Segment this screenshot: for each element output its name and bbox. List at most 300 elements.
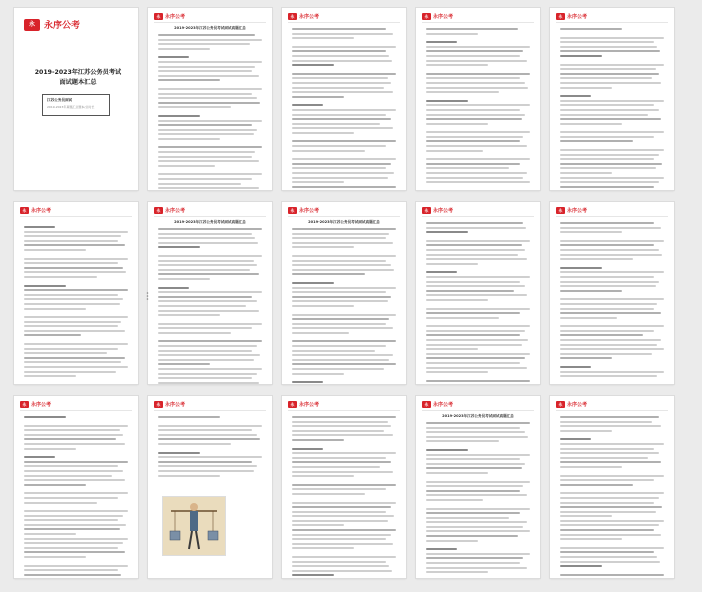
text-line	[292, 50, 386, 52]
text-line	[560, 271, 664, 273]
text-line	[292, 242, 393, 244]
text-line	[24, 569, 118, 571]
text-line	[158, 416, 220, 418]
text-line	[158, 452, 200, 454]
header-rule	[556, 22, 668, 23]
text-line	[426, 339, 528, 341]
text-line	[560, 357, 612, 359]
text-line	[158, 429, 252, 431]
text-line	[158, 102, 260, 104]
text-line	[560, 290, 622, 292]
text-line	[560, 443, 664, 445]
text-line	[24, 502, 97, 504]
text-line	[158, 470, 254, 472]
text-line	[292, 73, 396, 75]
text-line	[560, 131, 664, 133]
text-line	[560, 457, 648, 459]
text-line	[560, 547, 664, 549]
brand-logo	[288, 401, 319, 408]
brand-logo-icon: 永	[20, 207, 29, 214]
text-line	[24, 492, 128, 494]
text-line	[24, 303, 120, 305]
text-line	[292, 561, 386, 563]
text-line	[560, 298, 664, 300]
page-thumbnail[interactable]	[282, 396, 406, 578]
text-line	[292, 172, 394, 174]
text-line	[426, 562, 520, 564]
text-line	[24, 438, 116, 440]
text-line	[158, 368, 262, 370]
text-line	[24, 226, 55, 228]
text-line	[560, 222, 654, 224]
text-line	[292, 264, 391, 266]
text-line	[426, 485, 523, 487]
text-line	[292, 158, 396, 160]
text-line	[158, 233, 252, 235]
page-thumbnail[interactable]	[148, 202, 272, 384]
text-line	[560, 416, 659, 418]
page-thumbnail[interactable]	[416, 8, 540, 190]
text-line	[292, 300, 388, 302]
text-line	[426, 181, 530, 183]
text-line	[292, 511, 386, 513]
header-rule	[422, 22, 534, 23]
text-line	[24, 361, 121, 363]
text-line	[292, 296, 391, 298]
text-line	[426, 87, 528, 89]
text-line	[426, 158, 530, 160]
text-line	[426, 371, 488, 373]
text-line	[24, 465, 118, 467]
cover-title-line: 2019-2023年江苏公务员考试	[34, 69, 122, 76]
text-line	[426, 231, 468, 233]
text-line	[24, 276, 97, 278]
text-line	[292, 127, 393, 129]
text-line	[426, 136, 523, 138]
text-line	[560, 181, 659, 183]
text-line	[292, 33, 393, 35]
text-line	[426, 553, 530, 555]
text-line	[292, 150, 365, 152]
header-rule	[288, 410, 400, 411]
text-line	[24, 547, 118, 549]
text-line	[292, 323, 386, 325]
text-line	[560, 231, 622, 233]
cover-box-title: 江苏公务员面试	[47, 98, 73, 102]
text-line	[24, 510, 128, 512]
page-body-text	[292, 416, 396, 578]
text-line	[158, 363, 210, 365]
text-line	[24, 294, 118, 296]
text-line	[158, 61, 262, 63]
text-line	[292, 484, 396, 486]
text-line	[292, 87, 384, 89]
text-line	[292, 556, 396, 558]
text-line	[292, 488, 386, 490]
brand-name: 永序公考	[567, 402, 588, 408]
brand-logo-icon: 永	[556, 13, 565, 20]
header-rule	[422, 216, 534, 217]
brand-name: 永序公考	[433, 14, 454, 20]
text-line	[560, 41, 654, 43]
text-line	[158, 79, 220, 81]
text-line	[158, 97, 257, 99]
text-line	[560, 366, 591, 368]
brand-name: 永序公考	[165, 402, 186, 408]
text-line	[292, 246, 354, 248]
text-line	[292, 520, 388, 522]
page-thumbnail[interactable]	[282, 202, 406, 384]
page-split-handle[interactable]	[146, 292, 150, 302]
text-line	[24, 515, 123, 517]
text-line	[292, 515, 394, 517]
text-line	[292, 104, 323, 106]
text-line	[24, 334, 81, 336]
text-line	[426, 317, 499, 319]
text-line	[24, 542, 123, 544]
text-line	[560, 524, 659, 526]
text-line	[560, 149, 664, 151]
text-line	[24, 519, 118, 521]
text-line	[292, 471, 393, 473]
text-line	[292, 506, 391, 508]
text-line	[560, 317, 617, 319]
text-line	[292, 452, 396, 454]
text-line	[24, 258, 128, 260]
text-line	[24, 330, 125, 332]
text-line	[426, 458, 520, 460]
brand-logo	[422, 13, 453, 20]
text-line	[426, 281, 520, 283]
text-line	[560, 267, 602, 269]
text-line	[560, 240, 664, 242]
header-rule	[20, 216, 132, 217]
text-line	[292, 547, 354, 549]
text-line	[158, 354, 260, 356]
text-line	[158, 187, 259, 189]
text-line	[24, 448, 76, 450]
text-line	[560, 353, 652, 355]
text-line	[24, 528, 120, 530]
text-line	[560, 425, 661, 427]
text-line	[560, 158, 654, 160]
text-line	[24, 484, 86, 486]
brand-logo-icon: 永	[288, 401, 297, 408]
text-line	[426, 499, 483, 501]
text-line	[560, 375, 657, 377]
text-line	[292, 457, 386, 459]
text-line	[560, 574, 664, 576]
text-line	[426, 540, 478, 542]
brand-logo	[20, 207, 51, 214]
text-line	[560, 492, 664, 494]
brand-logo-icon: 永	[288, 13, 297, 20]
text-line	[426, 521, 527, 523]
text-line	[24, 321, 121, 323]
text-line	[292, 434, 393, 436]
text-line	[292, 439, 344, 441]
page-header-title: 2019-2023年江苏公务员考试面试真题汇总	[442, 414, 514, 418]
page-thumbnail[interactable]	[550, 202, 674, 384]
brand-name: 永序公考	[567, 14, 588, 20]
text-line	[158, 106, 231, 108]
text-line	[158, 43, 250, 45]
text-line	[560, 561, 660, 563]
text-line	[426, 472, 488, 474]
text-line	[158, 48, 210, 50]
text-line	[560, 123, 622, 125]
text-line	[24, 434, 123, 436]
page-body-text	[560, 416, 664, 578]
brand-logo-icon: 永	[154, 207, 163, 214]
text-line	[426, 294, 527, 296]
text-line	[158, 425, 262, 427]
brand-logo	[288, 13, 319, 20]
text-line	[292, 118, 391, 120]
text-line	[24, 461, 128, 463]
text-line	[292, 186, 396, 188]
text-line	[560, 497, 659, 499]
text-line	[158, 173, 262, 175]
text-line	[426, 330, 525, 332]
text-line	[292, 475, 354, 477]
text-line	[292, 314, 396, 316]
text-line	[426, 353, 530, 355]
text-line	[24, 267, 123, 269]
text-line	[560, 167, 656, 169]
text-line	[292, 91, 393, 93]
text-line	[158, 305, 246, 307]
header-rule	[154, 410, 266, 411]
text-line	[560, 438, 591, 440]
brand-logo-icon: 永	[288, 207, 297, 214]
text-line	[158, 56, 189, 58]
text-line	[292, 163, 391, 165]
page-body-text	[426, 222, 530, 384]
page-thumbnail[interactable]	[14, 396, 138, 578]
text-line	[426, 334, 520, 336]
text-line	[292, 534, 391, 536]
text-line	[158, 133, 254, 135]
page-thumbnail[interactable]	[550, 396, 674, 578]
text-line	[158, 156, 252, 158]
page-header-title: 2019-2023年江苏公务员考试面试真题汇总	[174, 26, 246, 30]
text-line	[426, 50, 523, 52]
text-line	[426, 571, 488, 573]
text-line	[560, 565, 602, 567]
text-line	[426, 380, 530, 382]
page-thumbnail[interactable]	[416, 202, 540, 384]
page-thumbnail[interactable]	[416, 396, 540, 578]
page-thumbnail[interactable]	[148, 396, 272, 578]
text-line	[560, 249, 659, 251]
text-line	[426, 145, 527, 147]
text-line	[426, 46, 530, 48]
text-line	[560, 276, 654, 278]
brand-logo-icon: 永	[24, 19, 40, 31]
text-line	[560, 303, 657, 305]
text-line	[560, 421, 652, 423]
text-line	[292, 425, 391, 427]
text-line	[292, 524, 344, 526]
text-line	[24, 416, 66, 418]
text-line	[158, 269, 250, 271]
page-thumbnail[interactable]	[282, 8, 406, 190]
text-line	[292, 340, 396, 342]
text-line	[560, 430, 612, 432]
text-line	[560, 77, 652, 79]
text-line	[158, 75, 259, 77]
header-rule	[20, 410, 132, 411]
text-line	[292, 269, 394, 271]
text-line	[292, 381, 323, 383]
text-line	[158, 93, 252, 95]
page-thumbnail[interactable]	[14, 8, 138, 190]
page-thumbnail[interactable]	[550, 8, 674, 190]
text-line	[560, 475, 664, 477]
text-line	[426, 526, 523, 528]
text-line	[560, 520, 664, 522]
text-line	[426, 312, 520, 314]
text-line	[560, 551, 654, 553]
text-line	[292, 82, 391, 84]
text-line	[426, 263, 478, 265]
brand-logo	[422, 207, 453, 214]
text-line	[560, 114, 648, 116]
text-line	[24, 235, 121, 237]
text-line	[158, 382, 259, 384]
text-line	[426, 131, 530, 133]
text-line	[560, 538, 622, 540]
text-line	[292, 132, 354, 134]
text-line	[560, 515, 612, 517]
brand-logo	[556, 207, 587, 214]
header-rule	[288, 216, 400, 217]
text-line	[24, 556, 86, 558]
text-line	[560, 140, 633, 142]
text-line	[560, 50, 660, 52]
text-line	[24, 240, 118, 242]
text-line	[560, 163, 662, 165]
text-line	[560, 529, 654, 531]
text-line	[560, 534, 661, 536]
text-line	[292, 287, 396, 289]
brand-logo	[154, 401, 185, 408]
header-rule	[422, 410, 534, 411]
text-line	[426, 64, 488, 66]
text-line	[426, 100, 468, 102]
text-line	[158, 373, 257, 375]
page-body-text	[426, 422, 530, 578]
text-line	[560, 64, 664, 66]
text-line	[158, 332, 231, 334]
text-line	[426, 431, 525, 433]
text-line	[560, 73, 659, 75]
text-line	[24, 244, 125, 246]
text-line	[426, 285, 525, 287]
text-line	[24, 456, 55, 458]
text-line	[426, 436, 528, 438]
cover-box-subtitle: 2019-2023年真题汇总题本/总时长	[47, 105, 95, 109]
text-line	[292, 282, 334, 284]
text-line	[292, 448, 323, 450]
brand-name: 永序公考	[433, 402, 454, 408]
page-body-text	[158, 228, 262, 384]
text-line	[560, 172, 612, 174]
text-line	[292, 570, 392, 572]
illustration-image	[162, 496, 226, 556]
text-line	[292, 233, 389, 235]
brand-logo-icon: 永	[154, 401, 163, 408]
text-line	[426, 357, 525, 359]
text-line	[426, 177, 523, 179]
brand-logo-icon: 永	[20, 401, 29, 408]
text-line	[560, 312, 661, 314]
text-line	[560, 104, 654, 106]
text-line	[560, 28, 622, 30]
text-line	[560, 136, 654, 138]
text-line	[426, 494, 527, 496]
text-line	[560, 46, 657, 48]
text-line	[426, 109, 520, 111]
text-line	[292, 123, 380, 125]
text-line	[426, 454, 530, 456]
page-thumbnail[interactable]	[14, 202, 138, 384]
page-body-text	[158, 416, 262, 479]
cover-info-box	[42, 94, 110, 116]
text-line	[292, 318, 389, 320]
text-line	[158, 260, 254, 262]
text-line	[158, 350, 252, 352]
text-line	[426, 344, 522, 346]
text-line	[426, 114, 525, 116]
text-line	[426, 258, 527, 260]
text-line	[158, 129, 257, 131]
text-line	[292, 114, 386, 116]
text-line	[560, 109, 659, 111]
text-line	[426, 548, 457, 550]
text-line	[158, 34, 255, 36]
page-body-text	[426, 28, 530, 186]
page-body-text	[292, 28, 396, 190]
text-line	[292, 305, 354, 307]
text-line	[426, 172, 527, 174]
text-line	[158, 434, 257, 436]
text-line	[292, 77, 388, 79]
text-line	[560, 330, 654, 332]
page-thumbnail[interactable]	[148, 8, 272, 190]
text-line	[426, 530, 530, 532]
text-line	[426, 118, 522, 120]
text-line	[158, 287, 189, 289]
text-line	[560, 154, 659, 156]
text-line	[158, 296, 252, 298]
text-line	[24, 538, 128, 540]
text-line	[292, 60, 392, 62]
brand-logo	[154, 207, 185, 214]
text-line	[24, 231, 128, 233]
text-line	[426, 41, 457, 43]
text-line	[24, 285, 66, 287]
text-line	[560, 556, 657, 558]
text-line	[292, 145, 386, 147]
text-line	[426, 481, 530, 483]
text-line	[24, 325, 118, 327]
brand-logo-icon: 永	[556, 401, 565, 408]
text-line	[292, 237, 386, 239]
text-line	[560, 334, 643, 336]
text-line	[158, 138, 220, 140]
